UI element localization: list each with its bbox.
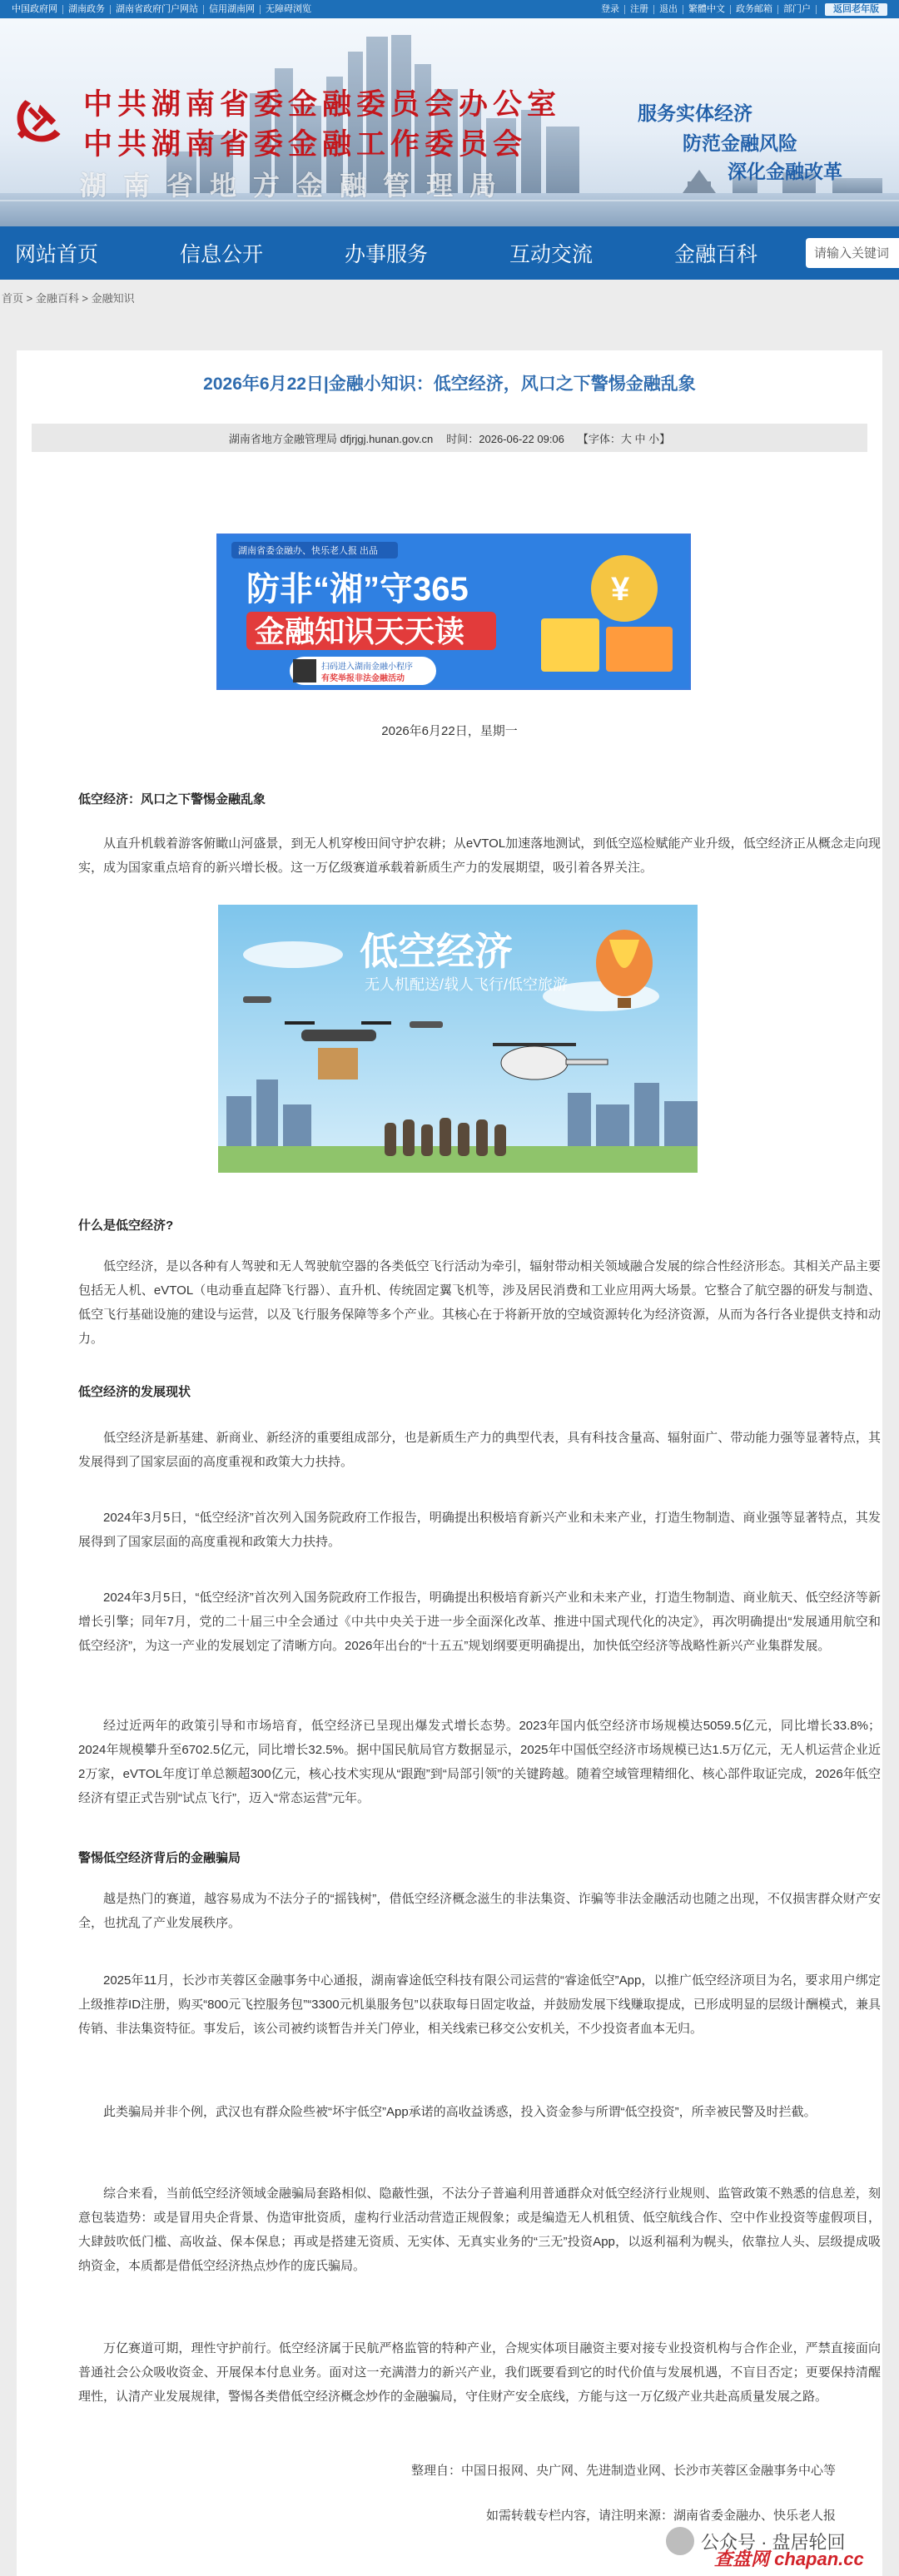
para-warn-3: 此类骗局并非个例，武汉也有群众险些被“坏宇低空”App承诺的高收益诱惑，投入资金参与所谓“低空投资”，所幸被民警及时拦截。 bbox=[103, 2105, 817, 2119]
slogan-serve: 服务实体经济 bbox=[638, 102, 752, 124]
top-link-credit[interactable]: 信用湖南网 bbox=[204, 5, 261, 14]
para-warn-4: 综合来看，当前低空经济领域金融骗局套路相似、隐蔽性强，不法分子普遍利用普通群众对低空经济行业规则、监管政策不熟悉的信息差，刻意包装造势：或是冒用央企背景、伪造审批资质，虚构行业活动营造正规假象；或是编造无人机租赁、低空航线合作、空中作业投资等虚假项目，大肆鼓吹低门槛、高收益、保本保息；再或是搭建无资质、无实体、无真实业务的“三无”投资App，以返利福利为幌头，依靠拉人头、层级提成吸纳资金，本质都是借低空经济热点炒作的庞氏骗局。 bbox=[78, 2186, 881, 2273]
source-credit: 整理自：中国日报网、央广网、先进制造业网、长沙市芙蓉区金融事务中心等 bbox=[410, 2464, 836, 2478]
top-links bbox=[7, 5, 316, 14]
nav-services[interactable]: 办事服务 bbox=[345, 243, 429, 266]
meta-time: 时间：2026-06-22 09:06 bbox=[446, 432, 564, 445]
heading-warning: 警惕低空经济背后的金融骗局 bbox=[78, 1851, 241, 1865]
para-warn-2: 2025年11月，长沙市芙蓉区金融事务中心通报，湖南睿途低空科技有限公司运营的“睿途低空”App，以推广低空经济项目为名，要求用户绑定上级推荐ID注册，购买“800元飞控服务包”“3300元机巢服务包”以获取每日固定收益，并鼓励发展下线赚取提成，已形成明显的层级计酬模式，兼具传销、非法集资特征。事发后，该公司被约谈暂告并关门停业，相关线索已移交公安机关，不少投资者血本无归。 bbox=[78, 1973, 881, 2036]
slogan-reform: 深化金融改革 bbox=[728, 161, 842, 182]
para-status-3: 2024年3月5日，“低空经济”首次列入国务院政府工作报告，明确提出积极培育新兴产业和未来产业，打造生物制造、商业航天、低空经济等新增长引擎；同年7月，党的二十届三中全会通过《中共中央关于进一步全面深化改革、推进中国式现代化的决定》，再次明确提出“发展通用航空和低空经济”，为这一产业的发展划定了清晰方向。2026年出台的“十五五”规划纲要更明确提出，加快低空经济等战略性新兴产业集群发展。 bbox=[78, 1591, 881, 1653]
nav-home[interactable]: 网站首页 bbox=[15, 243, 99, 266]
top-link-accessibility[interactable]: 无障碍浏览 bbox=[266, 3, 311, 14]
img1-qr-text1: 扫码进入湖南金融小程序 bbox=[321, 663, 413, 672]
meta-source: 湖南省地方金融管理局 dfjrjgj.hunan.gov.cn bbox=[228, 432, 434, 445]
img2-subtitle: 无人机配送/载人飞行/低空旅游 bbox=[365, 976, 569, 993]
svg-text:¥: ¥ bbox=[611, 571, 630, 608]
qr-code-icon bbox=[293, 659, 316, 682]
article-meta-bar bbox=[32, 424, 867, 452]
img1-tag: 湖南省委金融办、快乐老人报 出品 bbox=[238, 546, 379, 556]
para-status-1: 低空经济是新基建、新商业、新经济的重要组成部分，也是新质生产力的典型代表，具有科技含量高、辐射面广、带动能力强等显著特点，其发展得到了国家层面的高度重视和政策大力扶持。 bbox=[78, 1431, 881, 1469]
low-altitude-economy-image bbox=[218, 905, 698, 1173]
para-status-4: 经过近两年的政策引导和市场培育，低空经济已呈现出爆发式增长态势。2023年国内低空经济市场规模达5059.5亿元，同比增长33.8%；2024年规模攀升至6702.5亿元，同比增长32.5%。据中国民航局官方数据显示，2025年中国低空经济市场规模已达1.5万亿元，无人机运营企业近2万家，eVTOL年度订单总额超300亿元，核心技术实现从“跟跑”到“局部引领”的关键跨越。随着空域管理精细化、核心部件取证完成，2026年低空经济有望正式告别“试点飞行”，迈入“常态运营”元年。 bbox=[78, 1719, 881, 1805]
para-warn-5: 万亿赛道可期，理性守护前行。低空经济属于民航严格监管的特种产业，合规实体项目融资主要对接专业投资机构与合作企业，严禁直接面向普通社会公众吸收资金、开展保本付息业务。面对这一充满潜力的新兴产业，我们既要看到它的时代价值与发展机遇，不盲目否定；更要保持清醒理性，认清产业发展规律，警惕各类借低空经济概念炒作的金融骗局，守住财产安全底线，方能与这一万亿级产业共赴高质量发展之路。 bbox=[78, 2341, 881, 2404]
gov-mail-link[interactable]: 政务邮箱 bbox=[731, 5, 778, 14]
para-what: 低空经济，是以各种有人驾驶和无人驾驶航空器的各类低空飞行活动为牵引，辐射带动相关领域融合发展的综合性经济形态。其相关产品主要包括无人机、eVTOL（电动垂直起降飞行器）、直升机、传统固定翼飞机等，涉及居民消费和工业应用两大场景。它整合了航空器的研发与制造、低空飞行基础设施的建设与运营，以及飞行服务保障等多个产业。其核心在于将新开放的空域资源转化为经济资源，从而为各行各业提供支持和动力。 bbox=[78, 1259, 881, 1346]
wechat-icon bbox=[666, 2527, 694, 2555]
font-size-selector[interactable]: 【字体：大 中 小】 bbox=[577, 432, 671, 445]
para-intro: 从直升机载着游客俯瞰山河盛景，到无人机穿梭田间守护农耕；从eVTOL加速落地测试，到低空巡检赋能产业升级，低空经济正从概念走向现实，成为国家重点培育的新兴增长极。这一万亿级赛道承载着新质生产力的发展期望，吸引着各界关注。 bbox=[78, 836, 881, 875]
top-link-portal[interactable]: 湖南省政府门户网站 bbox=[111, 5, 204, 14]
para-status-2: 2024年3月5日，“低空经济”首次列入国务院政府工作报告，明确提出积极培育新兴产业和未来产业，打造生物制造、商业强等显著特点，其发展得到了国家层面的高度重视和政策大力扶持。 bbox=[78, 1511, 881, 1549]
img1-line1: 防非“湘”守365 bbox=[246, 571, 469, 608]
slogan-prevent: 防范金融风险 bbox=[683, 132, 797, 154]
header-banner bbox=[0, 18, 899, 226]
column-banner-image bbox=[216, 534, 691, 690]
img1-line2: 金融知识天天读 bbox=[255, 614, 465, 648]
watermark-text: 公众号 · 盘居轮回 bbox=[701, 2531, 846, 2553]
breadcrumb[interactable]: 首页 > 金融百科 > 金融知识 bbox=[2, 292, 135, 305]
heading-what: 什么是低空经济? bbox=[78, 1219, 174, 1233]
elder-mode-button[interactable]: 返回老年版 bbox=[825, 3, 887, 16]
top-link-hunan[interactable]: 湖南政务 bbox=[63, 5, 111, 14]
party-emblem-icon bbox=[8, 90, 65, 146]
banner-title-committee: 中共湖南省委金融工作委员会 bbox=[83, 128, 528, 161]
top-utility-bar bbox=[0, 0, 899, 18]
watermark-brand: 查盘网 bbox=[714, 2549, 770, 2569]
watermark-url: chapan.cc bbox=[774, 2549, 864, 2569]
heading-main: 低空经济：风口之下警惕金融乱象 bbox=[78, 792, 266, 807]
register-link[interactable]: 注册 bbox=[625, 5, 654, 14]
nav-interaction[interactable]: 互动交流 bbox=[509, 243, 594, 266]
nav-finance-encyclopedia[interactable]: 金融百科 bbox=[674, 243, 758, 266]
watermark-site bbox=[714, 2545, 864, 2571]
dept-portal-link[interactable]: 部门户 bbox=[778, 5, 817, 14]
article-title: 2026年6月22日|金融小知识：低空经济，风口之下警惕金融乱象 bbox=[203, 375, 696, 394]
img2-title: 低空经济 bbox=[360, 930, 513, 973]
traditional-chinese-link[interactable]: 繁體中文 bbox=[683, 5, 731, 14]
logout-link[interactable]: 退出 bbox=[654, 5, 683, 14]
para-warn-1: 越是热门的赛道，越容易成为不法分子的“摇钱树”，借低空经济概念滋生的非法集资、诈骗等非法金融活动也随之出现，不仅损害群众财产安全，也扰乱了产业发展秩序。 bbox=[78, 1892, 881, 1930]
login-link[interactable]: 登录 bbox=[596, 5, 625, 14]
banner-subtitle: 湖南省地方金融管理局 bbox=[80, 171, 514, 201]
article-date: 2026年6月22日，星期一 bbox=[381, 724, 518, 738]
heading-status: 低空经济的发展现状 bbox=[78, 1385, 191, 1399]
nav-info-disclosure[interactable]: 信息公开 bbox=[180, 243, 264, 266]
top-right-links bbox=[596, 3, 887, 16]
banner-title-office: 中共湖南省委金融委员会办公室 bbox=[83, 88, 562, 121]
main-nav bbox=[0, 226, 899, 280]
search-input[interactable] bbox=[806, 238, 899, 268]
img1-qr-text2: 有奖举报非法金融活动 bbox=[321, 674, 405, 683]
reprint-notice: 如需转载专栏内容，请注明来源：湖南省委金融办、快乐老人报 bbox=[485, 2509, 836, 2523]
top-link-gov[interactable]: 中国政府网 bbox=[7, 5, 63, 14]
article-container bbox=[17, 350, 882, 2576]
